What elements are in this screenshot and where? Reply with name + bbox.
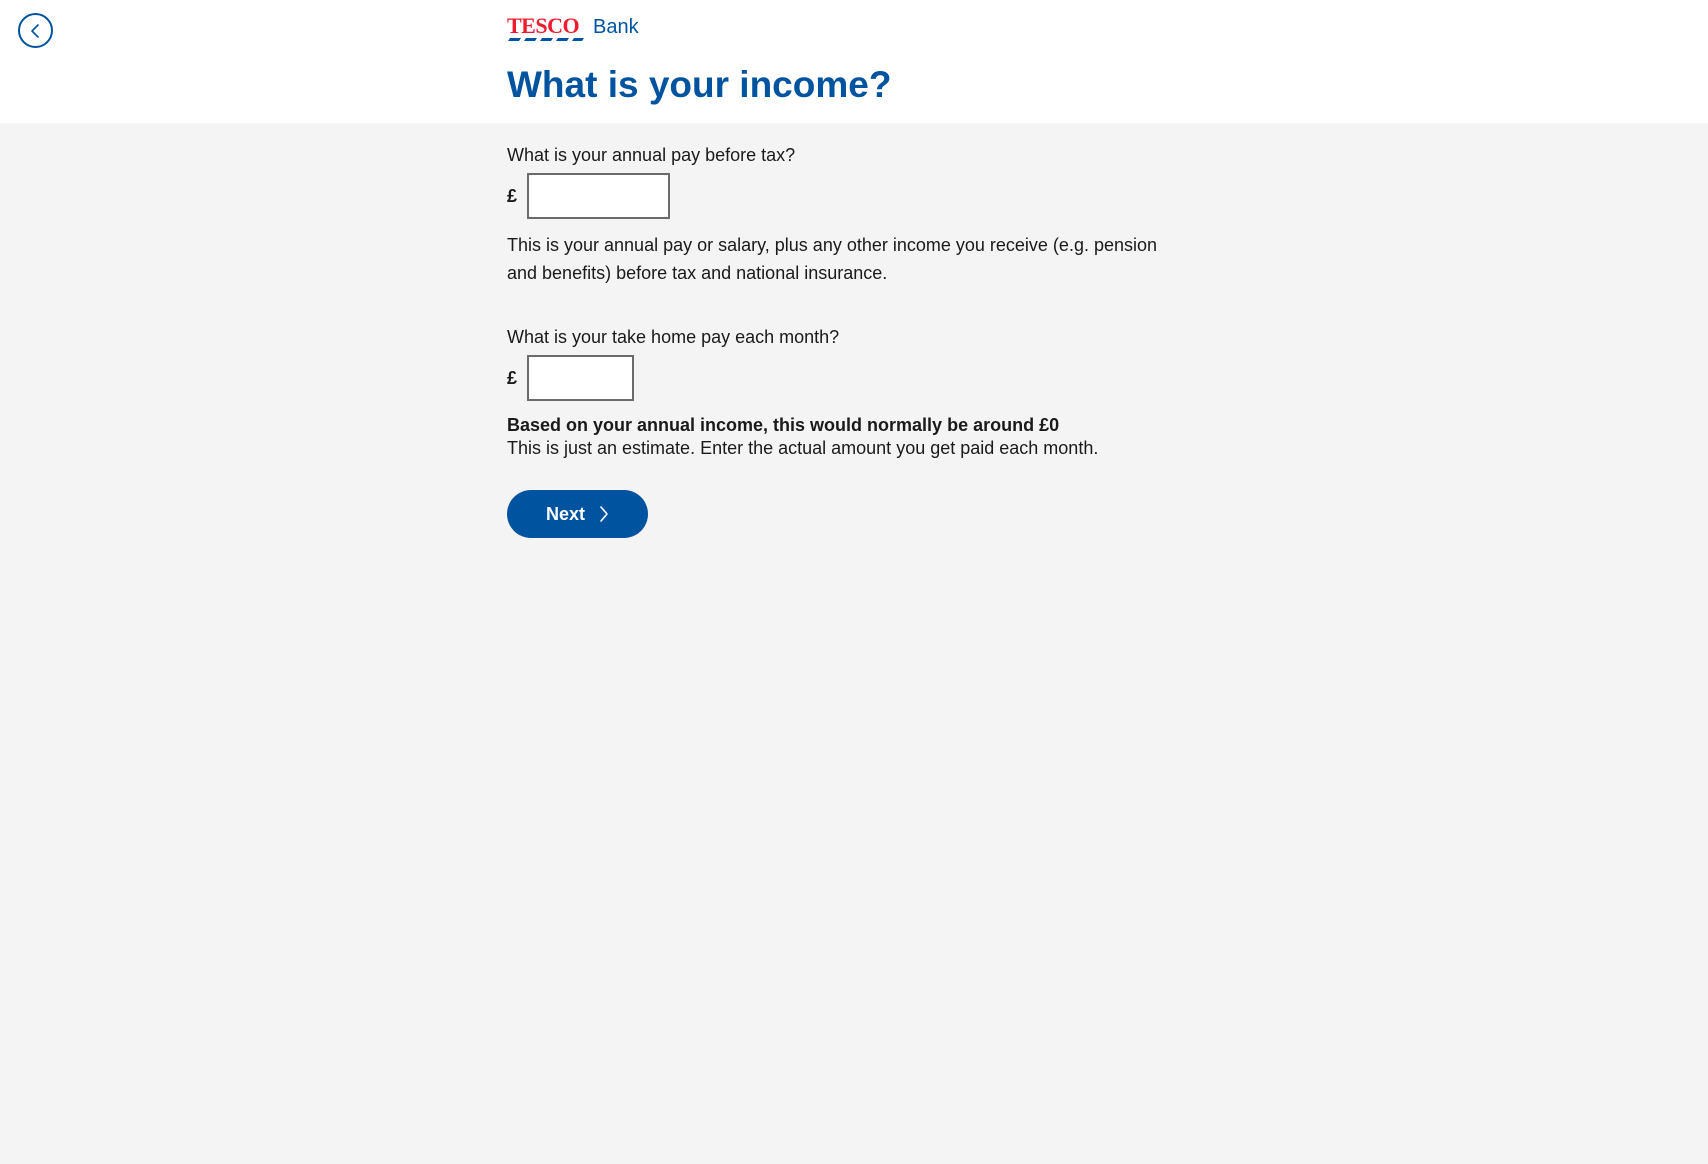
chevron-right-icon bbox=[599, 506, 609, 522]
logo-product-text: Bank bbox=[593, 16, 639, 38]
annual-pay-row bbox=[507, 173, 1207, 219]
annual-pay-help-text: This is your annual pay or salary, plus any other income you receive (e.g. pension and benefits) before tax and national insurance. bbox=[507, 235, 1158, 283]
back-button[interactable] bbox=[18, 13, 53, 48]
currency-symbol: £ bbox=[507, 185, 518, 206]
tesco-logo-mark bbox=[507, 14, 587, 44]
logo-brand-text: TESCO bbox=[507, 13, 580, 38]
annual-pay-input[interactable] bbox=[527, 173, 670, 219]
estimate-note: This is just an estimate. Enter the actual amount you get paid each month. bbox=[507, 438, 1099, 458]
monthly-pay-input[interactable] bbox=[527, 355, 634, 401]
annual-pay-label: What is your annual pay before tax? bbox=[507, 145, 796, 165]
monthly-pay-label: What is your take home pay each month? bbox=[507, 327, 840, 347]
tesco-bank-logo bbox=[507, 14, 639, 44]
chevron-left-icon bbox=[29, 23, 43, 39]
next-button-label: Next bbox=[545, 503, 585, 524]
currency-symbol: £ bbox=[507, 367, 518, 388]
next-button[interactable] bbox=[507, 490, 648, 538]
page-title: What is your income? bbox=[507, 64, 892, 105]
page-header bbox=[0, 0, 1708, 123]
logo-stripes-icon bbox=[507, 37, 585, 42]
estimate-heading: Based on your annual income, this would normally be around £0 bbox=[507, 415, 1060, 435]
income-form bbox=[507, 143, 1207, 538]
monthly-pay-row bbox=[507, 355, 1207, 401]
